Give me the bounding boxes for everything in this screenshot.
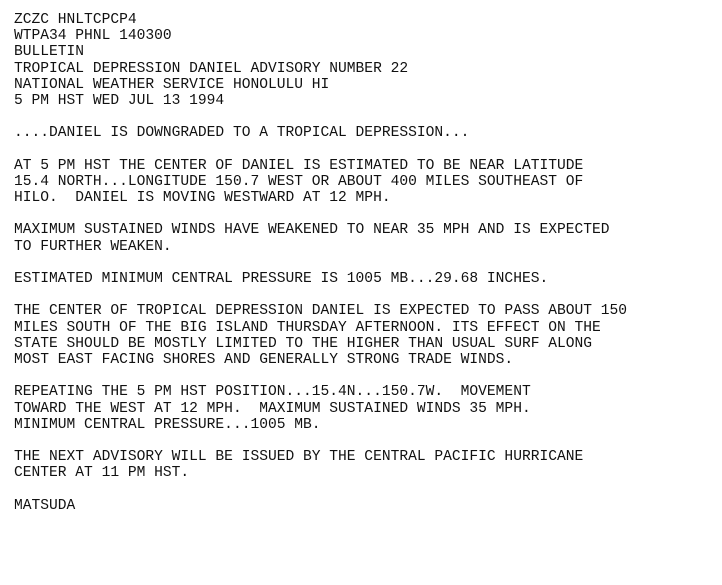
paragraph-line: THE CENTER OF TROPICAL DEPRESSION DANIEL IS EXPECTED TO PASS ABOUT 150 [14, 303, 628, 320]
header-line: ZCZC HNLTCPCP4 [14, 12, 137, 28]
paragraph-line: HILO. DANIEL IS MOVING WESTWARD AT 12 MPH. [14, 190, 391, 207]
blank-line [14, 206, 627, 222]
paragraph-line: CENTER AT 11 PM HST. [14, 465, 190, 482]
paragraph-line: STATE SHOULD BE MOSTLY LIMITED TO THE HIGHER THAN USUAL SURF ALONG [14, 335, 593, 352]
advisory-title: TROPICAL DEPRESSION DANIEL ADVISORY NUMBER 22 [14, 60, 409, 77]
blank-line [14, 287, 627, 303]
position-paragraph [14, 158, 627, 207]
paragraph-line: ESTIMATED MINIMUM CENTRAL PRESSURE IS 1005 MB...29.68 INCHES. [14, 271, 549, 287]
blank-line [14, 368, 627, 384]
blank-line [14, 109, 627, 125]
paragraph-line: MINIMUM CENTRAL PRESSURE...1005 MB. [14, 416, 321, 433]
paragraph-line: MOST EAST FACING SHORES AND GENERALLY STRONG TRADE WINDS. [14, 351, 514, 368]
blank-line [14, 142, 627, 158]
bulletin-header [14, 12, 627, 109]
pressure-paragraph [14, 271, 627, 287]
summary-paragraph [14, 384, 627, 433]
paragraph-line: MAXIMUM SUSTAINED WINDS HAVE WEAKENED TO NEAR 35 MPH AND IS EXPECTED [14, 222, 610, 239]
header-line: WTPA34 PHNL 140300 [14, 28, 172, 45]
blank-line [14, 255, 627, 271]
paragraph-line: TO FURTHER WEAKEN. [14, 238, 172, 255]
next-advisory-paragraph [14, 449, 627, 481]
paragraph-line: MILES SOUTH OF THE BIG ISLAND THURSDAY AFTERNOON. ITS EFFECT ON THE [14, 319, 601, 336]
issuing-office: NATIONAL WEATHER SERVICE HONOLULU HI [14, 76, 330, 93]
paragraph-line: 15.4 NORTH...LONGITUDE 150.7 WEST OR ABOUT 400 MILES SOUTHEAST OF [14, 173, 584, 190]
forecast-paragraph [14, 303, 627, 368]
blank-line [14, 433, 627, 449]
header-line: BULLETIN [14, 44, 85, 61]
paragraph-line: AT 5 PM HST THE CENTER OF DANIEL IS ESTIMATED TO BE NEAR LATITUDE [14, 157, 584, 174]
paragraph-line: TOWARD THE WEST AT 12 MPH. MAXIMUM SUSTAINED WINDS 35 MPH. [14, 400, 531, 417]
winds-paragraph [14, 222, 627, 254]
paragraph-line: REPEATING THE 5 PM HST POSITION...15.4N...150.7W. MOVEMENT [14, 384, 531, 401]
paragraph-line: THE NEXT ADVISORY WILL BE ISSUED BY THE CENTRAL PACIFIC HURRICANE [14, 449, 584, 466]
issue-time: 5 PM HST WED JUL 13 1994 [14, 92, 225, 109]
blank-line [14, 481, 627, 497]
forecaster-signature: MATSUDA [14, 497, 76, 514]
advisory-bulletin [14, 12, 627, 514]
headline: ....DANIEL IS DOWNGRADED TO A TROPICAL DEPRESSION... [14, 125, 470, 142]
